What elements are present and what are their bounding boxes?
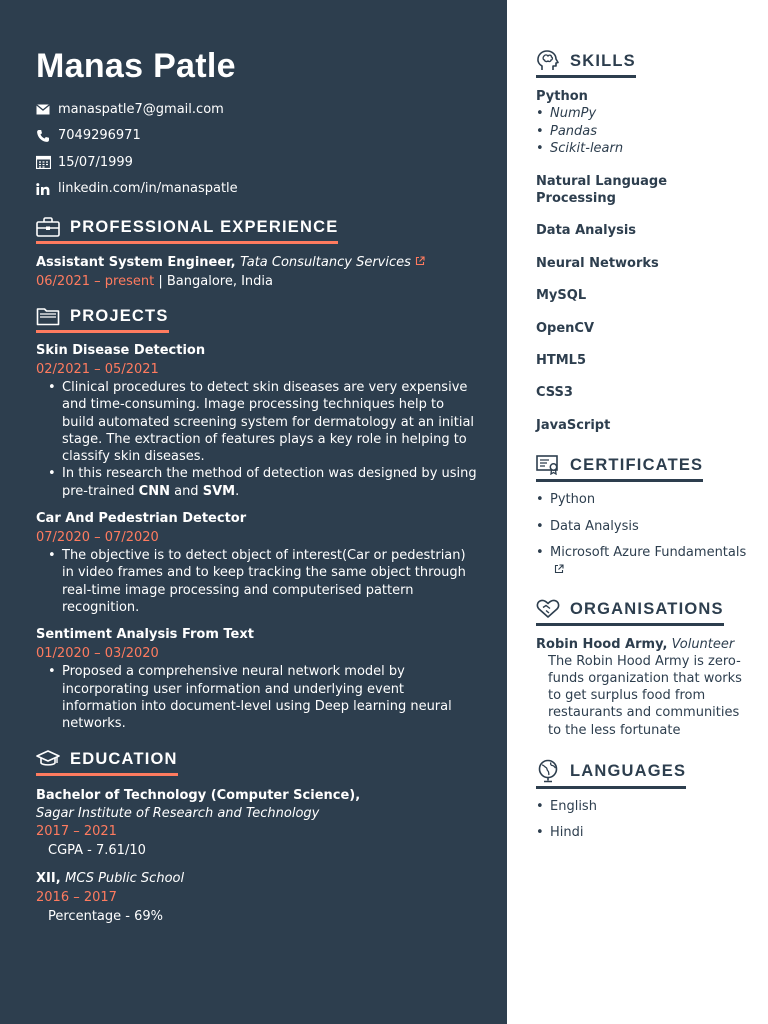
briefcase-icon — [36, 217, 70, 237]
job-date: 06/2021 – present — [36, 274, 155, 289]
degree-title: Bachelor of Technology (Computer Science), — [36, 788, 361, 804]
skill-item: Natural Language Processing — [536, 173, 668, 207]
education-item — [36, 786, 477, 860]
list-item[interactable]: • Microsoft Azure Fundamentals — [536, 544, 748, 579]
contact-dob — [36, 149, 477, 176]
phone-text: 7049296971 — [58, 128, 141, 144]
education-date: 2016 – 2017 — [36, 890, 117, 906]
certificate-icon — [536, 455, 570, 475]
project-bullet: • In this research the method of detection was designed by using pre-trained CNN and SVM. — [48, 466, 477, 499]
certificates-title: CERTIFICATES — [570, 456, 704, 475]
list-item: • Python — [536, 492, 596, 508]
skill-item: HTML5 — [536, 353, 587, 369]
project-bullet: • The objective is to detect object of interest(Car or pedestrian) in video frames and to keep tracking the same object through real-time image processing and computerised pattern recognition. — [48, 548, 466, 615]
contact-linkedin[interactable] — [36, 176, 477, 203]
job-separator: | — [158, 274, 163, 289]
project-item — [36, 341, 477, 500]
languages-heading — [536, 759, 686, 783]
skills-underline — [536, 75, 636, 78]
dob-text: 15/07/1999 — [58, 154, 133, 170]
skill-item: Neural Networks — [536, 255, 659, 271]
education-title: EDUCATION — [70, 750, 178, 769]
certificates-section — [536, 454, 703, 482]
skills-section — [536, 50, 636, 78]
right-column — [507, 0, 768, 1024]
job-location: Bangalore, India — [166, 274, 273, 289]
external-link-icon[interactable] — [415, 253, 425, 272]
globe-icon — [536, 759, 570, 783]
calendar-icon — [36, 155, 58, 169]
projects-underline — [36, 330, 169, 333]
envelope-icon — [36, 104, 58, 115]
list-item: • Data Analysis — [536, 518, 639, 534]
job-role: Assistant System Engineer, — [36, 255, 236, 270]
skills-list — [536, 88, 748, 434]
school-name: MCS Public School — [65, 871, 185, 887]
organisation-description: The Robin Hood Army is zero-funds organization that works to get surplus food from restaurants and communities to the less fortunate — [548, 653, 742, 738]
skill-item: CSS3 — [536, 385, 573, 401]
skill-item: Data Analysis — [536, 223, 637, 239]
languages-underline — [536, 786, 686, 789]
project-bullet: • Proposed a comprehensive neural network model by incorporating user information and underlying event information into document-level using Deep learning neural networks. — [48, 664, 452, 732]
projects-section — [36, 305, 169, 333]
company-link[interactable]: Tata Consultancy Services — [240, 255, 411, 270]
graduation-cap-icon — [36, 750, 70, 768]
organisation-name: Robin Hood Army, — [536, 636, 668, 652]
project-date: 02/2021 – 05/2021 — [36, 362, 159, 377]
languages-list — [536, 798, 748, 842]
education-item — [36, 869, 477, 926]
organisations-underline — [536, 623, 724, 626]
contact-email[interactable] — [36, 96, 477, 123]
experience-heading — [36, 216, 338, 238]
project-date: 01/2020 – 03/2020 — [36, 646, 159, 662]
education-detail: Percentage - 69% — [48, 909, 163, 925]
certificates-underline — [536, 479, 703, 482]
education-section — [36, 748, 178, 776]
contact-phone[interactable] — [36, 123, 477, 150]
skills-heading — [536, 50, 636, 72]
certificates-list — [536, 491, 748, 579]
skill-item: OpenCV — [536, 320, 595, 336]
project-item — [36, 509, 477, 616]
certificates-heading — [536, 454, 703, 476]
brain-icon — [536, 50, 570, 72]
experience-title: PROFESSIONAL EXPERIENCE — [70, 218, 339, 236]
folder-icon — [36, 306, 70, 326]
experience-section — [36, 216, 338, 244]
education-date: 2017 – 2021 — [36, 824, 117, 840]
linkedin-icon — [36, 183, 58, 195]
organisations-heading — [536, 598, 724, 620]
organisations-title: ORGANISATIONS — [570, 599, 724, 618]
education-underline — [36, 773, 178, 776]
email-text: manaspatle7@gmail.com — [58, 101, 224, 117]
skills-title: SKILLS — [570, 52, 636, 70]
skill-name: Python — [536, 89, 588, 104]
education-detail: CGPA - 7.61/10 — [48, 843, 146, 859]
skill-sub-item: • Pandas — [536, 123, 598, 139]
project-bullet: • Clinical procedures to detect skin diseases are very expensive and time-consuming. Image processing techniques help to build automated screening system for dermatology at an initial stage. The extraction of features plays a key role in helping to classify skin diseases. — [48, 380, 475, 465]
education-heading — [36, 748, 178, 770]
project-title: Sentiment Analysis From Text — [36, 627, 254, 643]
project-date: 07/2020 – 07/2020 — [36, 530, 159, 546]
skill-item — [536, 88, 748, 158]
phone-icon — [36, 129, 58, 143]
languages-section — [536, 759, 686, 789]
organisation-role: Volunteer — [671, 636, 735, 652]
list-item: • English — [536, 798, 597, 814]
project-item — [36, 625, 477, 732]
project-title: Skin Disease Detection — [36, 343, 206, 358]
project-title: Car And Pedestrian Detector — [36, 511, 247, 527]
linkedin-text: linkedin.com/in/manaspatle — [58, 181, 238, 197]
list-item: • Hindi — [536, 825, 584, 841]
degree-title: XII, — [36, 871, 61, 887]
organisations-section — [536, 598, 724, 626]
projects-heading — [36, 305, 169, 327]
organisation-entry — [536, 636, 748, 739]
skill-item: MySQL — [536, 288, 587, 304]
experience-underline — [36, 241, 338, 244]
skill-sub-item: • Scikit-learn — [536, 141, 624, 157]
skill-item: JavaScript — [536, 417, 611, 433]
person-name: Manas Patle — [36, 47, 236, 85]
experience-entry — [36, 253, 477, 291]
projects-title: PROJECTS — [70, 307, 169, 325]
skill-sub-item: • NumPy — [536, 106, 597, 122]
school-name: Sagar Institute of Research and Technology — [36, 806, 320, 822]
languages-title: LANGUAGES — [570, 761, 687, 780]
external-link-icon[interactable] — [554, 562, 564, 580]
handshake-icon — [536, 599, 570, 619]
